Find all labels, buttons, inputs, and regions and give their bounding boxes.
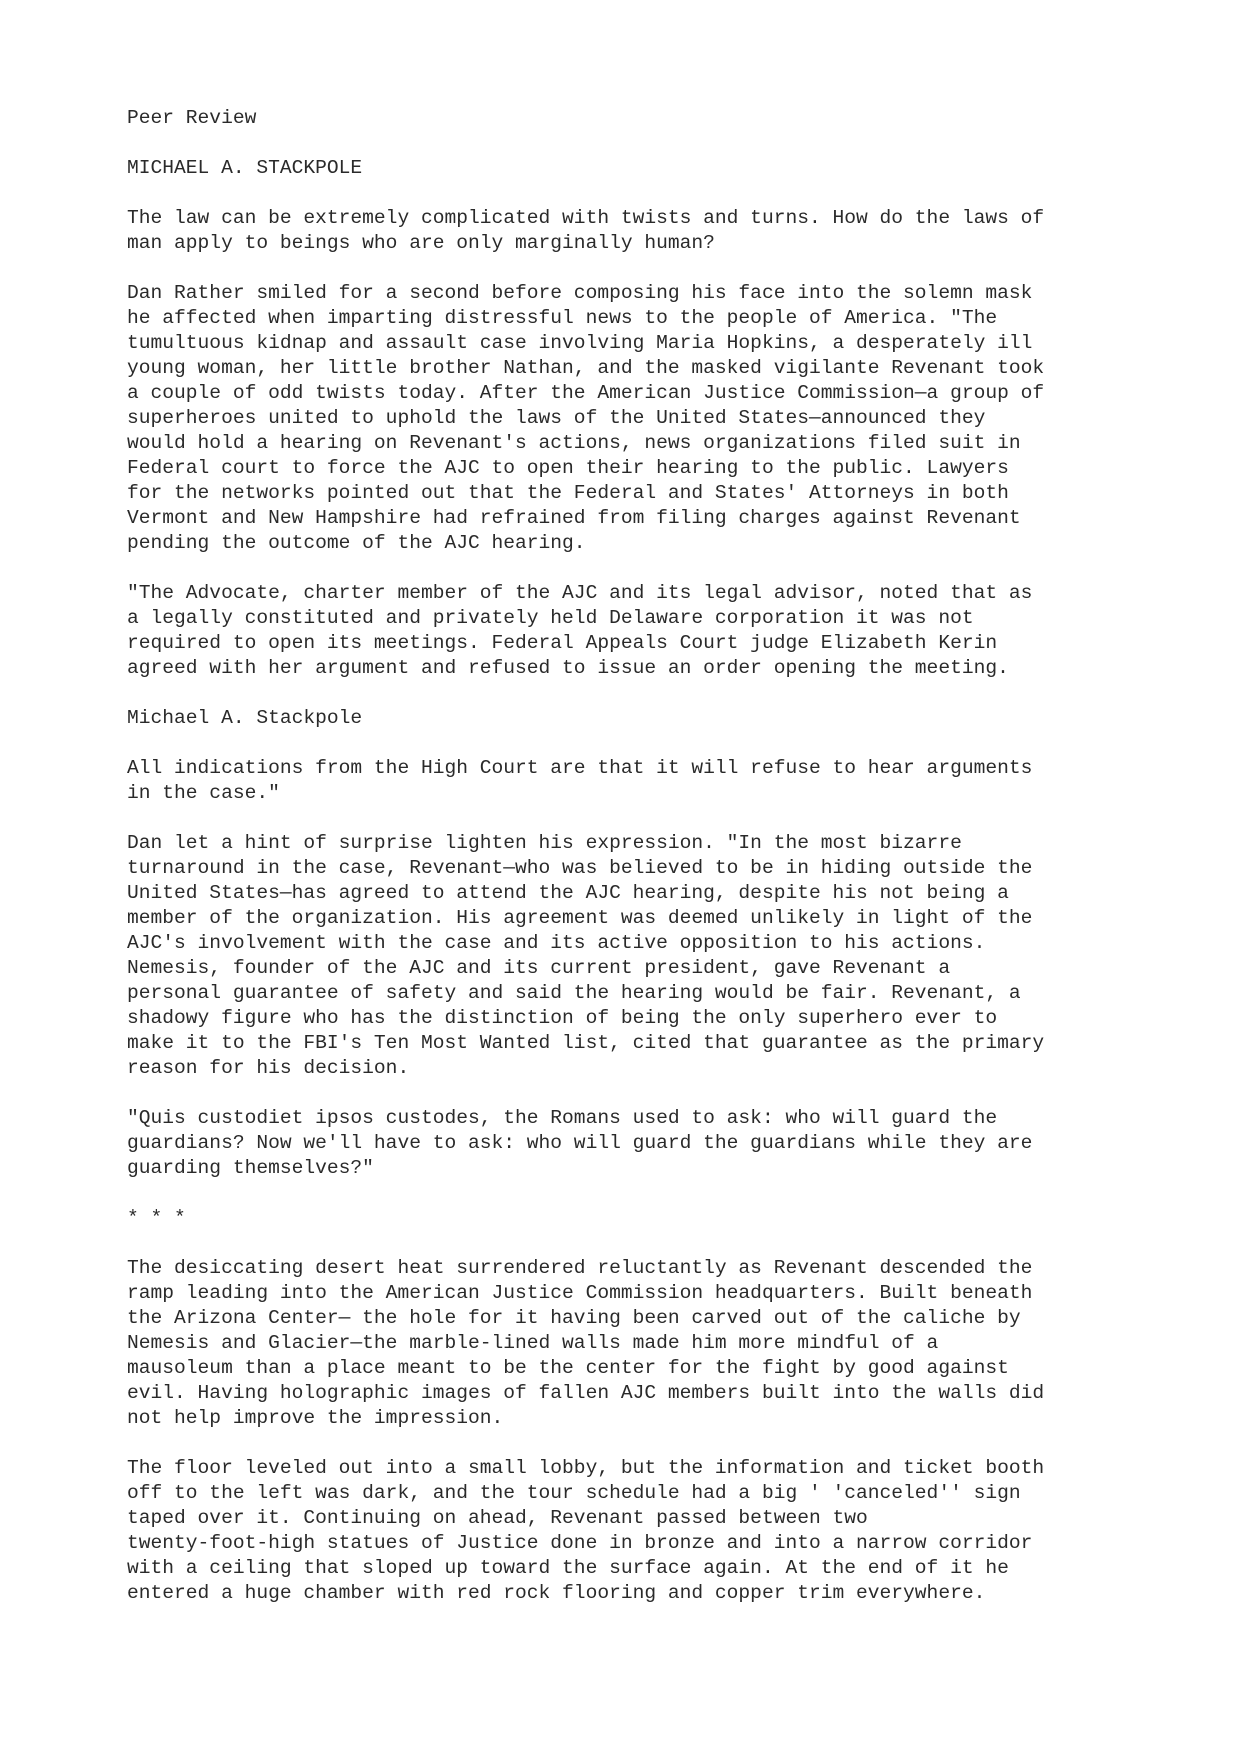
running-author: Michael A. Stackpole bbox=[127, 707, 363, 729]
body-paragraph: "The Advocate, charter member of the AJC and its legal advisor, noted that as a legally constituted and privately held Delaware corporation it was not required to open its meetings. Federal Appeals Court judge Elizabeth Kerin agreed with her argument and refused to issue an order opening the meeting. bbox=[127, 582, 1033, 679]
body-paragraph: Dan Rather smiled for a second before composing his face into the solemn mask he affected when imparting distressful news to the people of America. "The tumultuous kidnap and assault case involving Maria Hopkins, a desperately ill young woman, her little brother Nathan, and the masked vigilante Revenant took a couple of odd twists today. After the American Justice Commission—a group of superheroes united to uphold the laws of the United States—announced they would hold a hearing on Revenant's actions, news organizations filed suit in Federal court to force the AJC to open their hearing to the public. Lawyers for the networks pointed out that the Federal and States' Attorneys in both Vermont and New Hampshire had refrained from filing charges against Revenant pending the outcome of the AJC hearing. bbox=[127, 282, 1045, 554]
author-name: MICHAEL A. STACKPOLE bbox=[127, 157, 363, 179]
page-header: Peer Review bbox=[127, 107, 257, 129]
body-paragraph: Dan let a hint of surprise lighten his expression. "In the most bizarre turnaround in the case, Revenant—who was believed to be in hiding outside the United States—has agreed to attend the AJC hearing, despite his not being a member of the organization. His agreement was deemed unlikely in light of the AJC's involvement with the case and its active opposition to his actions. Nemesis, founder of the AJC and its current president, gave Revenant a personal guarantee of safety and said the hearing would be fair. Revenant, a shadowy figure who has the distinction of being the only superhero ever to make it to the FBI's Ten Most Wanted list, cited that guarantee as the primary reason for his decision. bbox=[127, 832, 1045, 1079]
body-paragraph: All indications from the High Court are that it will refuse to hear arguments in the case." bbox=[127, 757, 1033, 804]
body-paragraph: "Quis custodiet ipsos custodes, the Romans used to ask: who will guard the guardians? Now we'll have to ask: who will guard the guardians while they are guarding themselves?" bbox=[127, 1107, 1033, 1179]
body-paragraph: The desiccating desert heat surrendered reluctantly as Revenant descended the ramp leading into the American Justice Commission headquarters. Built beneath the Arizona Center— the hole for it having been carved out of the caliche by Nemesis and Glacier—the marble-lined walls made him more mindful of a mausoleum than a place meant to be the center for the fight by good against evil. Having holographic images of fallen AJC members built into the walls did not help improve the impression. bbox=[127, 1257, 1045, 1429]
body-paragraph: The floor leveled out into a small lobby, but the information and ticket booth off to the left was dark, and the tour schedule had a big ' 'canceled'' sign taped over it. Continuing on ahead, Revenant passed between two twenty-foot-high statues of Justice done in bronze and into a narrow corridor with a ceiling that sloped up toward the surface again. At the end of it he entered a huge chamber with red rock flooring and copper trim everywhere. bbox=[127, 1457, 1045, 1604]
document-page bbox=[127, 106, 1127, 1631]
section-break: * * * bbox=[127, 1207, 186, 1229]
intro-paragraph: The law can be extremely complicated with twists and turns. How do the laws of man apply to beings who are only marginally human? bbox=[127, 207, 1045, 254]
